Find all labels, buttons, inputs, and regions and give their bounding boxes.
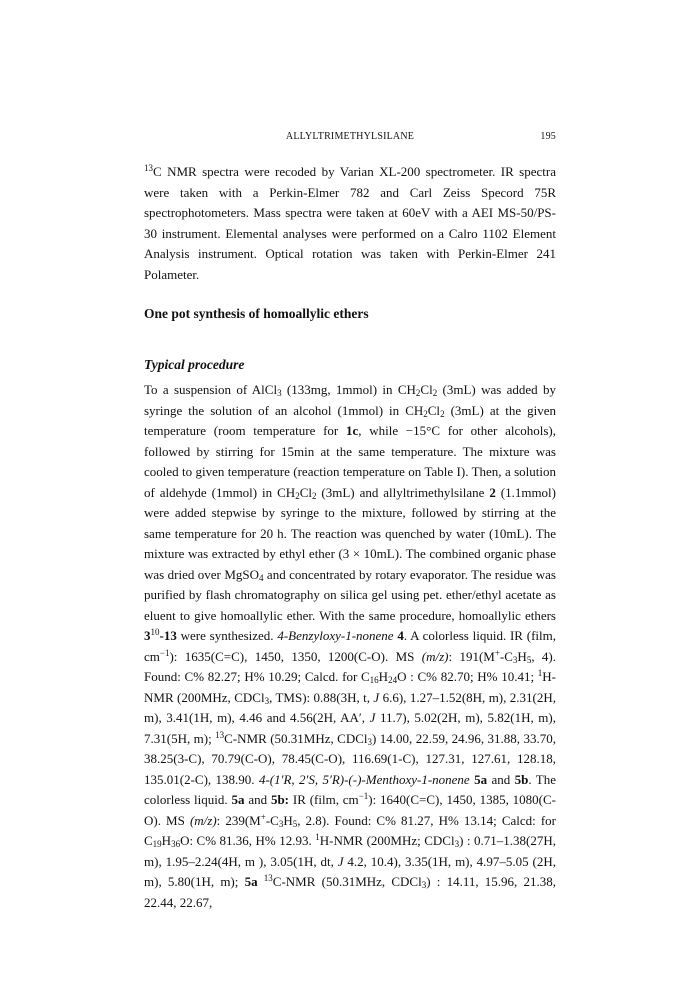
text-run: H-NMR (200MHz, CDCl bbox=[144, 669, 556, 705]
text-run: O: C% 81.36, H% 12.93. bbox=[180, 833, 316, 848]
text-run: 6.6), 1.27–1.52(8H, m), 2.31(2H, m), 3.41(1H, m), 4.46 and 4.56(2H, AA′, bbox=[144, 689, 556, 725]
italic-text: (m/z) bbox=[189, 812, 217, 828]
subscript: 2 bbox=[295, 490, 300, 501]
superscript: 13 bbox=[144, 163, 153, 173]
text-run: H-NMR (200MHz; CDCl bbox=[319, 833, 455, 848]
text-run: : 239(M bbox=[216, 812, 261, 828]
compound-label: 5a bbox=[469, 771, 488, 787]
text-run: ): 1640(C=C), 1450, 1385, 1080(C-O). MS bbox=[144, 792, 556, 828]
italic-text: (m/z) bbox=[421, 648, 449, 664]
italic-text: J bbox=[369, 710, 376, 725]
subscript: 2 bbox=[415, 388, 421, 398]
compound-label: 5b: bbox=[270, 792, 290, 807]
page-number: 195 bbox=[540, 131, 556, 142]
running-header bbox=[144, 131, 556, 145]
running-title: ALLYLTRIMETHYLSILANE bbox=[285, 131, 415, 142]
text-run: : 191(M bbox=[448, 648, 495, 664]
section-heading: One pot synthesis of homoallylic ethers bbox=[144, 306, 369, 321]
superscript: 1 bbox=[315, 832, 320, 842]
text-run: , 4). Found: C% 82.27; H% 10.29; Calcd. for C bbox=[144, 648, 557, 684]
procedure-paragraph bbox=[144, 380, 556, 913]
reference-superscript: 10 bbox=[150, 627, 160, 637]
superscript: 13 bbox=[263, 873, 273, 883]
subscript: 3 bbox=[512, 654, 518, 665]
text-run: . The colorless liquid. bbox=[144, 771, 556, 807]
superscript: −1 bbox=[358, 791, 369, 801]
text-run: , 2.8). Found: C% 81.27, H% 13.14; Calcd: for C bbox=[144, 812, 557, 848]
subscript: 36 bbox=[171, 839, 181, 849]
subscript: 2 bbox=[311, 490, 317, 501]
text-run: 11.7), 5.02(2H, m), 5.82(1H, m), 7.31(5H, m); bbox=[144, 710, 556, 746]
subscript: 4 bbox=[259, 572, 264, 583]
text-run: H bbox=[161, 833, 172, 848]
text-run: ) : 0.71–1.38(27H, m), 1.95–2.24(4H, m ), 3.05(1H, dt, bbox=[144, 833, 556, 869]
subscript: 5 bbox=[292, 818, 298, 829]
subscript: 19 bbox=[152, 839, 162, 849]
subscript: 3 bbox=[454, 839, 460, 849]
text-run: To a suspension of AlCl bbox=[144, 382, 278, 397]
subscript: 3 bbox=[367, 736, 373, 747]
subscript: 2 bbox=[440, 408, 445, 419]
compound-label: 2 bbox=[489, 484, 496, 500]
text-run: C-NMR (50.31MHz, CDCl bbox=[224, 730, 368, 746]
text-run: Cl bbox=[299, 484, 312, 500]
italic-text: J bbox=[337, 853, 344, 869]
subscript: 3 bbox=[421, 880, 427, 890]
text-run: and bbox=[487, 771, 515, 787]
text-run: (3mL) was added by syringe the solution of an alcohol (1mmol) in CH bbox=[144, 382, 556, 418]
text-run: , TMS): 0.88(3H, t, bbox=[269, 689, 374, 705]
text-run: ) 14.00, 22.59, 24.96, 31.88, 33.70, 38.25(3-C), 70.79(C-O), 78.45(C-O), 116.69(1-C), 127.31, 127.61, 128.18, 135.01(2-C), 138.90. bbox=[144, 730, 556, 787]
paragraph-text: C NMR spectra were recoded by Varian XL-200 spectrometer. IR spectra were taken with a Perkin-Elmer 782 and Carl Zeiss Specord 75R spectrophotometers. Mass spectra were taken at 60eV with a AEI MS-50/PS-30 instrument. Elemental analyses were performed on a Calro 1102 Element Analysis instrument. Optical rotation was taken with Perkin-Elmer 241 Polameter. bbox=[144, 164, 556, 282]
text-run: and bbox=[244, 792, 271, 807]
superscript: 1 bbox=[537, 668, 543, 678]
text-run: Cl bbox=[427, 402, 441, 418]
subscript: 24 bbox=[388, 675, 398, 685]
compound-label: 5a bbox=[244, 874, 258, 889]
text-run: (133mg, 1mmol) in CH bbox=[281, 382, 416, 397]
text-run: IR (film, cm bbox=[289, 792, 359, 807]
text-run: . A colorless liquid. IR (film, cm bbox=[144, 628, 556, 664]
text-run: (3mL) and allyltrimethylsilane bbox=[316, 484, 490, 500]
text-run: Cl bbox=[420, 382, 433, 397]
text-run: H bbox=[378, 669, 389, 684]
compound-label: 5b bbox=[514, 771, 529, 787]
compound-label: 1c bbox=[345, 423, 359, 438]
text-run: (3mL) at the given temperature (room temperature for bbox=[144, 402, 557, 438]
text-run: H bbox=[517, 648, 527, 664]
subscript: 5 bbox=[526, 654, 532, 665]
text-run: and concentrated by rotary evaporator. The residue was purified by flash chromatography on silica gel using pet. ether/ethyl acetate as eluent to give homoallylic ether. With the same procedure, homoallylic ethers bbox=[144, 566, 556, 623]
text-run: H bbox=[283, 812, 293, 828]
compound-label: -13 bbox=[159, 628, 177, 643]
text-run: were synthesized. bbox=[176, 628, 278, 643]
compound-label: 3 bbox=[144, 628, 151, 643]
text-run: ) : 14.11, 15.96, 21.38, 22.44, 22.67, bbox=[144, 874, 556, 910]
superscript: + bbox=[494, 647, 500, 658]
text-run: -C bbox=[265, 812, 279, 828]
compound-label: 4 bbox=[393, 628, 404, 643]
superscript: + bbox=[260, 811, 266, 822]
text-run: O : C% 82.70; H% 10.41; bbox=[397, 669, 538, 684]
compound-label: 5a bbox=[231, 792, 245, 807]
text-run: ): 1635(C=C), 1450, 1350, 1200(C-O). MS bbox=[169, 648, 422, 664]
superscript: −1 bbox=[159, 647, 170, 658]
italic-text: J bbox=[373, 689, 380, 705]
text-run: 4.2, 10.4), 3.35(1H, m), 4.97–5.05 (2H, m), 5.80(1H, m); bbox=[144, 853, 556, 889]
subscript: 16 bbox=[369, 675, 379, 685]
subscript: 3 bbox=[264, 695, 270, 706]
subscript: 2 bbox=[423, 408, 428, 419]
section-subheading: Typical procedure bbox=[144, 357, 245, 372]
text-run: C-NMR (50.31MHz, CDCl bbox=[272, 874, 422, 889]
compound-name: 4-(1′R, 2′S, 5′R)-(-)-Menthoxy-1-nonene bbox=[258, 771, 470, 787]
subscript: 3 bbox=[278, 818, 284, 829]
instruments-paragraph bbox=[144, 162, 556, 285]
subscript: 2 bbox=[432, 388, 438, 398]
subscript: 3 bbox=[277, 388, 282, 398]
text-run: , while −15°C for other alcohols), followed by stirring for 15min at the same temperature. The mixture was cooled to given temperature (reaction temperature on Table I). Then, a solution of aldehyde (1mmol) in CH bbox=[144, 423, 556, 500]
text-run: (1.1mmol) were added stepwise by syringe to the mixture, followed by stirring at the same temperature for 20 h. The reaction was quenched by water (10mL). The mixture was extracted by ethyl ether (3 × 10mL). The combined organic phase was dried over MgSO bbox=[144, 484, 556, 582]
superscript: 13 bbox=[215, 729, 225, 740]
compound-name: 4-Benzyloxy-1-nonene bbox=[277, 628, 394, 643]
text-run: -C bbox=[499, 648, 513, 664]
